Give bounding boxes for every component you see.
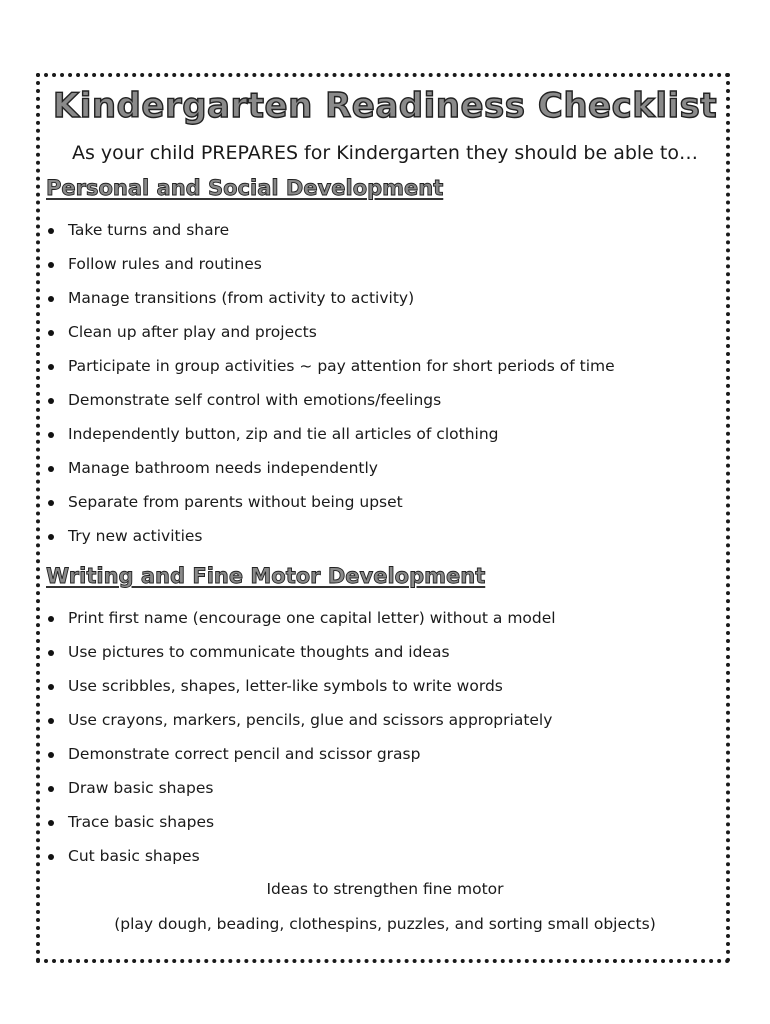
list-item-label: Separate from parents without being upset <box>68 493 403 511</box>
list-item-label: Cut basic shapes <box>68 847 200 865</box>
list-item <box>46 635 556 669</box>
list-item-label: Participate in group activities ~ pay attention for short periods of time <box>68 357 615 375</box>
list-item <box>46 601 556 635</box>
page-subtitle: As your child PREPARES for Kindergarten they should be able to… <box>72 142 698 164</box>
bullet-icon <box>48 650 54 656</box>
list-item <box>46 315 615 349</box>
list-item-label: Clean up after play and projects <box>68 323 317 341</box>
fine-motor-ideas-list: (play dough, beading, clothespins, puzzles, and sorting small objects) <box>114 915 656 933</box>
list-item-label: Manage transitions (from activity to activity) <box>68 289 415 307</box>
list-item-label: Independently button, zip and tie all articles of clothing <box>68 425 499 443</box>
list-item-label: Use crayons, markers, pencils, glue and scissors appropriately <box>68 711 553 729</box>
list-item-label: Trace basic shapes <box>68 813 215 831</box>
list-item-label: Manage bathroom needs independently <box>68 459 378 477</box>
section-heading-personal-social: Personal and Social Development <box>46 176 444 200</box>
writing-fine-motor-list <box>46 601 556 873</box>
fine-motor-ideas-heading: Ideas to strengthen fine motor <box>266 880 504 898</box>
bullet-icon <box>48 296 54 302</box>
bullet-icon <box>48 330 54 336</box>
bullet-icon <box>48 364 54 370</box>
bullet-icon <box>48 752 54 758</box>
bullet-icon <box>48 500 54 506</box>
list-item <box>46 737 556 771</box>
bullet-icon <box>48 262 54 268</box>
bullet-icon <box>48 466 54 472</box>
list-item <box>46 703 556 737</box>
personal-social-list <box>46 213 615 553</box>
page-title: Kindergarten Readiness Checklist <box>52 86 718 126</box>
bullet-icon <box>48 228 54 234</box>
list-item <box>46 247 615 281</box>
list-item-label: Use pictures to communicate thoughts and ideas <box>68 643 450 661</box>
list-item <box>46 383 615 417</box>
list-item-label: Use scribbles, shapes, letter-like symbols to write words <box>68 677 503 695</box>
bullet-icon <box>48 854 54 860</box>
bullet-icon <box>48 820 54 826</box>
list-item <box>46 519 615 553</box>
list-item-label: Demonstrate correct pencil and scissor grasp <box>68 745 421 763</box>
bullet-icon <box>48 786 54 792</box>
list-item-label: Try new activities <box>68 527 203 545</box>
bullet-icon <box>48 432 54 438</box>
list-item <box>46 669 556 703</box>
list-item-label: Print first name (encourage one capital letter) without a model <box>68 609 556 627</box>
list-item <box>46 281 615 315</box>
list-item <box>46 213 615 247</box>
section-heading-writing-fine-motor: Writing and Fine Motor Development <box>46 564 486 588</box>
list-item-label: Demonstrate self control with emotions/feelings <box>68 391 442 409</box>
list-item <box>46 417 615 451</box>
list-item <box>46 805 556 839</box>
bullet-icon <box>48 718 54 724</box>
list-item-label: Draw basic shapes <box>68 779 214 797</box>
list-item <box>46 485 615 519</box>
bullet-icon <box>48 398 54 404</box>
list-item <box>46 839 556 873</box>
list-item-label: Follow rules and routines <box>68 255 262 273</box>
bullet-icon <box>48 616 54 622</box>
list-item-label: Take turns and share <box>68 221 230 239</box>
list-item <box>46 349 615 383</box>
bullet-icon <box>48 684 54 690</box>
list-item <box>46 771 556 805</box>
bullet-icon <box>48 534 54 540</box>
list-item <box>46 451 615 485</box>
